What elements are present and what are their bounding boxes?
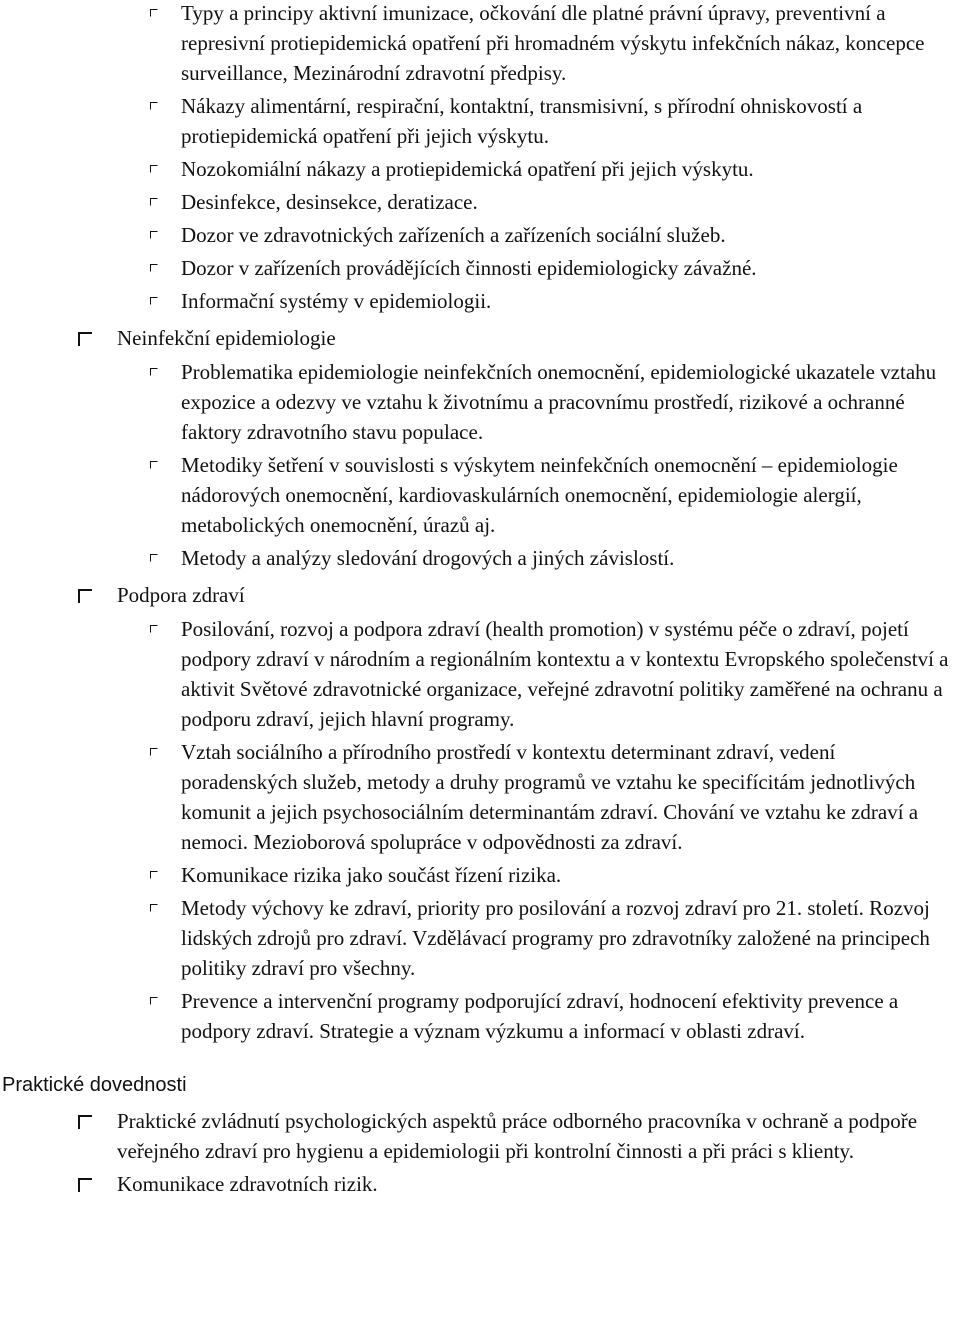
square-bullet-icon (78, 332, 93, 347)
list-item-text: Nozokomiální nákazy a protiepidemická opatření při jejich výskytu. (181, 157, 754, 181)
list-item (0, 986, 960, 1046)
group-heading (0, 323, 960, 353)
group-item-list (0, 357, 960, 573)
practical-skills-list (0, 1106, 960, 1199)
infection-epidemiology-list (0, 0, 960, 316)
list-item-text: Prevence a intervenční programy podporující zdraví, hodnocení efektivity prevence a podpory zdraví. Strategie a význam výzkumu a informací v oblasti zdraví. (181, 989, 899, 1043)
list-item-text: Dozor v zařízeních provádějících činnosti epidemiologicky závažné. (181, 256, 757, 280)
group-title: Podpora zdraví (117, 583, 245, 607)
square-bullet-icon (150, 461, 158, 469)
square-bullet-icon (150, 102, 158, 110)
list-item (0, 253, 960, 283)
square-bullet-icon (78, 1115, 93, 1130)
square-bullet-icon (150, 625, 158, 633)
list-item (0, 893, 960, 983)
list-item (0, 187, 960, 217)
list-item (0, 860, 960, 890)
group-item-list (0, 614, 960, 1046)
square-bullet-icon (150, 748, 158, 756)
square-bullet-icon (150, 198, 158, 206)
square-bullet-icon (150, 9, 158, 17)
square-bullet-icon (150, 904, 158, 912)
list-item (0, 220, 960, 250)
list-item-text: Praktické zvládnutí psychologických aspektů práce odborného pracovníka v ochraně a podpoře veřejného zdraví pro hygienu a epidemiologii při kontrolní činnosti a při práci s klienty. (117, 1109, 918, 1163)
square-bullet-icon (150, 871, 158, 879)
list-item (0, 286, 960, 316)
list-item (0, 543, 960, 573)
list-item-text: Metody výchovy ke zdraví, priority pro posilování a rozvoj zdraví pro 21. století. Rozvoj lidských zdrojů pro zdraví. Vzdělávací programy pro zdravotníky založené na principech politiky zdraví pro všechny. (181, 896, 930, 980)
square-bullet-icon (150, 368, 158, 376)
list-item (0, 0, 960, 88)
square-bullet-icon (78, 1178, 93, 1193)
list-item (0, 91, 960, 151)
list-item-text: Komunikace rizika jako součást řízení rizika. (181, 863, 562, 887)
list-item-text: Nákazy alimentární, respirační, kontaktní, transmisivní, s přírodní ohniskovostí a protiepidemická opatření při jejich výskytu. (181, 94, 863, 148)
square-bullet-icon (150, 231, 158, 239)
list-item (0, 1169, 960, 1199)
list-item-text: Desinfekce, desinsekce, deratizace. (181, 190, 478, 214)
list-item-text: Vztah sociálního a přírodního prostředí v kontextu determinant zdraví, vedení poradenských služeb, metody a druhy programů ve vztahu ke specifícitám jednotlivých komunit a jejich psychosociálním determinantám zdraví. Chování ve vztahu ke zdraví a nemoci. Mezioborová spolupráce v odpovědnosti za zdraví. (181, 740, 919, 854)
list-item-text: Posilování, rozvoj a podpora zdraví (health promotion) v systému péče o zdraví, pojetí podpory zdraví v národním a regionálním kontextu a v kontextu Evropského společenství a aktivit Světové zdravotnické organizace, veřejné zdravotní politiky zaměřené na ochranu a podporu zdraví, jejich hlavní programy. (181, 617, 949, 731)
list-item-text: Metodiky šetření v souvislosti s výskytem neinfekčních onemocnění – epidemiologie nádorových onemocnění, kardiovaskulárních onemocnění, epidemiologie alergií, metabolických onemocnění, úrazů aj. (181, 453, 898, 537)
square-bullet-icon (150, 165, 158, 173)
square-bullet-icon (150, 297, 158, 305)
square-bullet-icon (78, 589, 93, 604)
list-item (0, 614, 960, 734)
list-item-text: Komunikace zdravotních rizik. (117, 1172, 378, 1196)
list-item (0, 450, 960, 540)
group-title: Neinfekční epidemiologie (117, 326, 336, 350)
list-item-text: Typy a principy aktivní imunizace, očkování dle platné právní úpravy, preventivní a represivní protiepidemická opatření při hromadném výskytu infekčních nákaz, koncepce surveillance, Mezinárodní zdravotní předpisy. (181, 1, 925, 85)
square-bullet-icon (150, 264, 158, 272)
group-heading (0, 580, 960, 610)
list-item-text: Informační systémy v epidemiologii. (181, 289, 492, 313)
square-bullet-icon (150, 997, 158, 1005)
list-item (0, 1106, 960, 1166)
group-health-promotion (0, 580, 960, 1046)
group-non-infectious-epidemiology (0, 323, 960, 573)
list-item-text: Problematika epidemiologie neinfekčních onemocnění, epidemiologické ukazatele vztahu expozice a odezvy ve vztahu k životnímu a pracovnímu prostředí, rizikové a ochranné faktory zdravotního stavu populace. (181, 360, 937, 444)
list-item (0, 357, 960, 447)
list-item (0, 154, 960, 184)
list-item-text: Dozor ve zdravotnických zařízeních a zařízeních sociální služeb. (181, 223, 726, 247)
list-item (0, 737, 960, 857)
section-title-practical-skills: Praktické dovednosti (2, 1074, 187, 1096)
square-bullet-icon (150, 554, 158, 562)
list-item-text: Metody a analýzy sledování drogových a jiných závislostí. (181, 546, 675, 570)
